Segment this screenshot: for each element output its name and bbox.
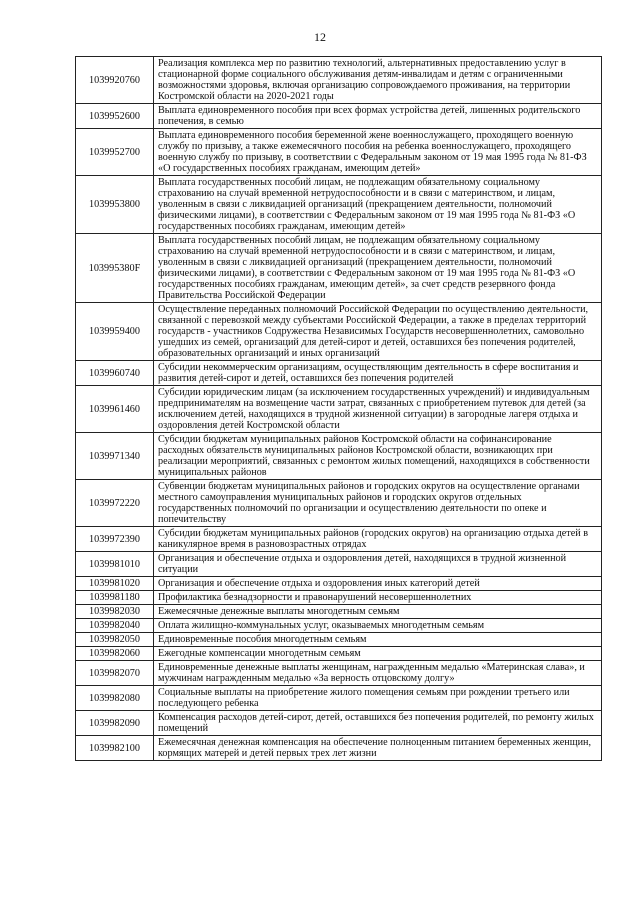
row-description: Социальные выплаты на приобретение жилого помещения семьям при рождении третьего или последующего ребенка [154,686,602,711]
row-description: Осуществление переданных полномочий Российской Федерации по осуществлению деятельности, связанной с перевозкой между субъектами Российской Федерации, а также в пределах территорий государств - участников Содружества Независимых Государств несовершеннолетних, самовольно ушедших из семей, организаций для детей-сирот и детей, оставшихся без попечения родителей, образовательных организаций и иных организаций [154,303,602,361]
table-row [76,552,602,577]
table-row [76,433,602,480]
row-description: Субсидии бюджетам муниципальных районов (городских округов) на организацию отдыха детей в каникулярное время в разновозрастных отрядах [154,527,602,552]
table-row [76,527,602,552]
row-description: Выплата единовременного пособия при всех формах устройства детей, лишенных родительского попечения, в семью [154,104,602,129]
table-row [76,577,602,591]
row-code: 1039920760 [76,57,154,104]
table-row [76,619,602,633]
row-code: 1039972220 [76,480,154,527]
row-description: Ежегодные компенсации многодетным семьям [154,647,602,661]
row-code: 1039961460 [76,386,154,433]
row-description: Единовременные денежные выплаты женщинам, награжденным медалью «Материнская слава», и мужчинам награжденным медалью «За верность отцовскому долгу» [154,661,602,686]
table-row [76,386,602,433]
table-row [76,176,602,234]
row-description: Единовременные пособия многодетным семьям [154,633,602,647]
table-row [76,686,602,711]
page-number: 12 [314,30,326,44]
row-description: Ежемесячная денежная компенсация на обеспечение полноценным питанием беременных женщин, кормящих матерей и детей первых трех лет жизни [154,736,602,761]
row-description: Субсидии некоммерческим организациям, осуществляющим деятельность в сфере воспитания и развития детей-сирот и детей, оставшихся без попечения родителей [154,361,602,386]
row-description: Реализация комплекса мер по развитию технологий, альтернативных предоставлению услуг в стационарной форме социального обслуживания детям-инвалидам и детям с ограниченными возможностями здоровья, включая организацию сопровождаемого проживания, на территории Костромской области на 2020-2021 годы [154,57,602,104]
table-row [76,361,602,386]
table-row [76,647,602,661]
table-row [76,591,602,605]
row-code: 1039960740 [76,361,154,386]
row-code: 1039982070 [76,661,154,686]
row-description: Профилактика безнадзорности и правонарушений несовершеннолетних [154,591,602,605]
table-row [76,129,602,176]
row-code: 1039982040 [76,619,154,633]
row-description: Выплата государственных пособий лицам, не подлежащим обязательному социальному страхованию на случай временной нетрудоспособности и в связи с материнством, и лицам, уволенным в связи с ликвидацией организаций (прекращением деятельности, полномочий физическими лицами), в соответствии с Федеральным законом от 19 мая 1995 года № 81-ФЗ «О государственных пособиях гражданам, имеющим детей» [154,176,602,234]
row-description: Выплата единовременного пособия беременной жене военнослужащего, проходящего военную службу по призыву, а также ежемесячного пособия на ребенка военнослужащего, проходящего военную службу по призыву, в соответствии с Федеральным законом от 19 мая 1995 года № 81-ФЗ «О государственных пособиях гражданам, имеющим детей» [154,129,602,176]
row-code: 1039981010 [76,552,154,577]
table-row [76,711,602,736]
row-code: 103995380F [76,234,154,303]
row-code: 1039953800 [76,176,154,234]
row-code: 1039981180 [76,591,154,605]
row-code: 1039982050 [76,633,154,647]
row-code: 1039982030 [76,605,154,619]
row-code: 1039982090 [76,711,154,736]
row-code: 1039971340 [76,433,154,480]
row-code: 1039982080 [76,686,154,711]
table-row [76,633,602,647]
row-code: 1039981020 [76,577,154,591]
row-description: Субвенции бюджетам муниципальных районов и городских округов на осуществление органами местного самоуправления муниципальных районов и городских округов отдельных государственных полномочий по организации и осуществлению деятельности по опеке и попечительству [154,480,602,527]
row-description: Выплата государственных пособий лицам, не подлежащим обязательному социальному страхованию на случай временной нетрудоспособности и в связи с материнством, и лицам, уволенным в связи с ликвидацией организаций (прекращением деятельности, полномочий физическими лицами), в соответствии с Федеральным законом от 19 мая 1995 года № 81-ФЗ «О государственных пособиях гражданам, имеющим детей», за счет средств резервного фонда Правительства Российской Федерации [154,234,602,303]
table-row [76,736,602,761]
row-description: Организация и обеспечение отдыха и оздоровления иных категорий детей [154,577,602,591]
row-description: Организация и обеспечение отдыха и оздоровления детей, находящихся в трудной жизненной ситуации [154,552,602,577]
table-row [76,303,602,361]
row-description: Субсидии бюджетам муниципальных районов Костромской области на софинансирование расходных обязательств муниципальных районов Костромской области, возникающих при реализации мероприятий, связанных с ремонтом жилых помещений, находящихся в собственности муниципальных районов [154,433,602,480]
row-code: 1039952600 [76,104,154,129]
row-description: Компенсация расходов детей-сирот, детей, оставшихся без попечения родителей, по ремонту жилых помещений [154,711,602,736]
row-code: 1039952700 [76,129,154,176]
table-row [76,104,602,129]
row-description: Оплата жилищно-коммунальных услуг, оказываемых многодетным семьям [154,619,602,633]
row-code: 1039982100 [76,736,154,761]
row-description: Ежемесячные денежные выплаты многодетным семьям [154,605,602,619]
table-row [76,605,602,619]
row-code: 1039982060 [76,647,154,661]
row-code: 1039959400 [76,303,154,361]
table-row [76,661,602,686]
table-row [76,57,602,104]
table-body [76,57,602,761]
budget-codes-table [75,56,602,761]
table-row [76,234,602,303]
table-row [76,480,602,527]
row-code: 1039972390 [76,527,154,552]
row-description: Субсидии юридическим лицам (за исключением государственных учреждений) и индивидуальным предпринимателям на возмещение части затрат, связанных с приобретением путевок для детей (за исключением детей, находящихся в трудной жизненной ситуации) в загородные лагеря отдыха и оздоровления детей Костромской области [154,386,602,433]
